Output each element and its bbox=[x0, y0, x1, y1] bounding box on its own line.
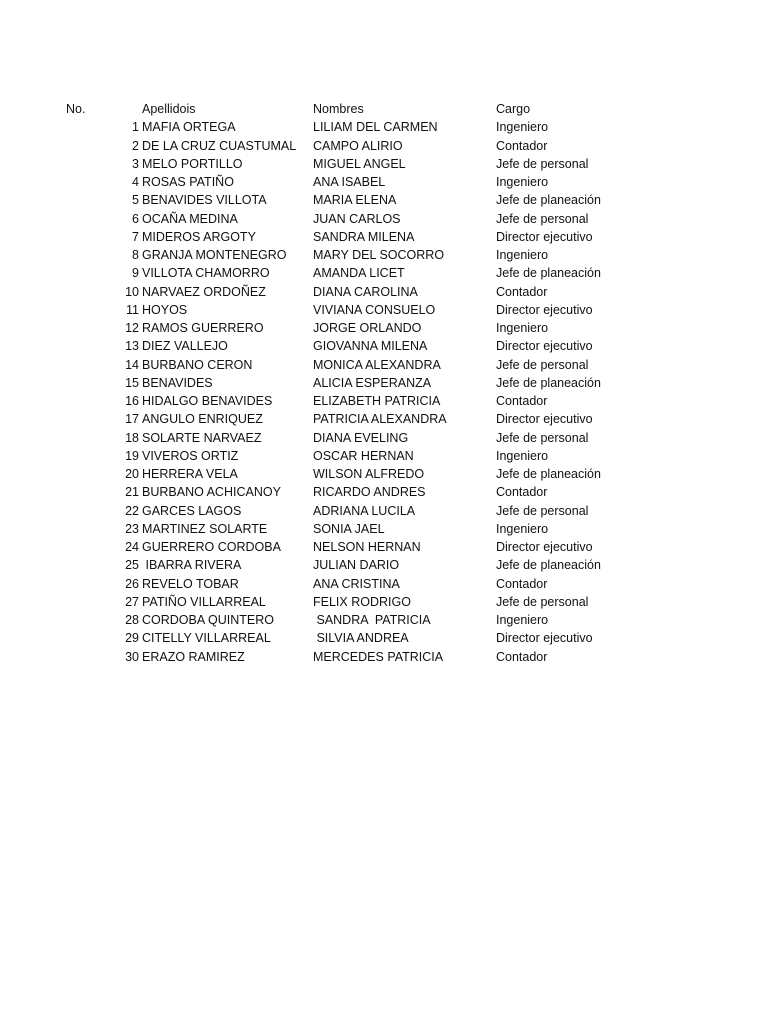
table-row bbox=[0, 520, 768, 538]
row-number: 7 bbox=[132, 229, 139, 244]
row-cargo: Director ejecutivo bbox=[496, 339, 593, 354]
row-number: 17 bbox=[125, 412, 139, 427]
row-cargo: Ingeniero bbox=[496, 248, 549, 262]
row-nombres: SANDRA PATRICIA bbox=[313, 613, 431, 627]
row-cargo: Jefe de personal bbox=[496, 357, 589, 372]
row-apellidos: BURBANO ACHICANOY bbox=[142, 485, 281, 500]
row-number: 22 bbox=[125, 503, 139, 518]
row-cargo: Contador bbox=[496, 138, 548, 153]
row-number: 14 bbox=[125, 357, 139, 372]
row-apellidos: CORDOBA QUINTERO bbox=[142, 613, 274, 627]
row-apellidos: IBARRA RIVERA bbox=[142, 558, 242, 573]
row-nombres: MARIA ELENA bbox=[313, 193, 397, 208]
row-apellidos: REVELO TOBAR bbox=[142, 576, 239, 591]
row-apellidos: DE LA CRUZ CUASTUMAL bbox=[142, 138, 297, 153]
row-number: 29 bbox=[125, 631, 139, 646]
row-number: 5 bbox=[132, 193, 139, 208]
row-nombres: SANDRA MILENA bbox=[313, 229, 415, 244]
row-number: 28 bbox=[125, 613, 139, 627]
row-apellidos: GARCES LAGOS bbox=[142, 503, 242, 518]
row-apellidos: OCAÑA MEDINA bbox=[142, 211, 238, 226]
row-number: 20 bbox=[125, 467, 139, 481]
table-row bbox=[0, 410, 768, 428]
row-apellidos: CITELLY VILLARREAL bbox=[142, 631, 271, 646]
row-number: 25 bbox=[125, 558, 139, 573]
row-nombres: GIOVANNA MILENA bbox=[313, 339, 428, 354]
row-cargo: Jefe de planeación bbox=[496, 375, 601, 390]
table-row bbox=[0, 483, 768, 501]
table-row bbox=[0, 593, 768, 611]
row-nombres: ALICIA ESPERANZA bbox=[313, 375, 432, 390]
table-row bbox=[0, 502, 768, 520]
row-apellidos: ROSAS PATIÑO bbox=[142, 175, 234, 189]
header-apellidos: Apellidois bbox=[142, 102, 196, 116]
table-header-row bbox=[0, 100, 768, 118]
row-nombres: JUAN CARLOS bbox=[313, 211, 401, 226]
table-row bbox=[0, 228, 768, 246]
table-row bbox=[0, 629, 768, 647]
row-cargo: Jefe de personal bbox=[496, 430, 589, 445]
row-cargo: Contador bbox=[496, 485, 548, 500]
row-apellidos: NARVAEZ ORDOÑEZ bbox=[142, 284, 266, 299]
table-row bbox=[0, 246, 768, 264]
table-row bbox=[0, 374, 768, 392]
row-apellidos: VIVEROS ORTIZ bbox=[142, 448, 239, 463]
row-nombres: CAMPO ALIRIO bbox=[313, 138, 403, 153]
row-number: 9 bbox=[132, 266, 139, 281]
row-apellidos: DIEZ VALLEJO bbox=[142, 339, 228, 354]
row-apellidos: BENAVIDES bbox=[142, 375, 213, 390]
row-nombres: ADRIANA LUCILA bbox=[313, 503, 416, 518]
table-row bbox=[0, 264, 768, 282]
header-cargo: Cargo bbox=[496, 102, 531, 116]
row-nombres: NELSON HERNAN bbox=[313, 540, 421, 554]
table-row bbox=[0, 392, 768, 410]
row-cargo: Ingeniero bbox=[496, 120, 549, 135]
table-row bbox=[0, 137, 768, 155]
row-apellidos: PATIÑO VILLARREAL bbox=[142, 594, 266, 609]
row-apellidos: HIDALGO BENAVIDES bbox=[142, 394, 273, 408]
row-cargo: Jefe de planeación bbox=[496, 558, 601, 573]
row-number: 8 bbox=[132, 248, 139, 262]
row-number: 23 bbox=[125, 521, 139, 536]
table-row bbox=[0, 429, 768, 447]
row-number: 15 bbox=[125, 375, 139, 390]
row-number: 1 bbox=[132, 120, 139, 135]
row-cargo: Jefe de planeación bbox=[496, 266, 601, 281]
row-cargo: Ingeniero bbox=[496, 175, 549, 189]
row-number: 2 bbox=[132, 138, 139, 153]
row-number: 12 bbox=[125, 321, 139, 335]
row-nombres: PATRICIA ALEXANDRA bbox=[313, 412, 447, 427]
table-row bbox=[0, 356, 768, 374]
table-row bbox=[0, 465, 768, 483]
table-row bbox=[0, 283, 768, 301]
row-number: 24 bbox=[125, 540, 139, 554]
row-number: 27 bbox=[125, 594, 139, 609]
row-cargo: Director ejecutivo bbox=[496, 540, 593, 554]
row-apellidos: BURBANO CERON bbox=[142, 357, 253, 372]
table-row bbox=[0, 319, 768, 337]
row-cargo: Contador bbox=[496, 394, 548, 408]
row-apellidos: VILLOTA CHAMORRO bbox=[142, 266, 270, 281]
row-cargo: Ingeniero bbox=[496, 613, 549, 627]
row-nombres: AMANDA LICET bbox=[313, 266, 405, 281]
header-nombres: Nombres bbox=[313, 102, 364, 116]
row-nombres: OSCAR HERNAN bbox=[313, 448, 414, 463]
row-cargo: Ingeniero bbox=[496, 321, 549, 335]
table-row bbox=[0, 210, 768, 228]
row-cargo: Jefe de planeación bbox=[496, 193, 601, 208]
row-nombres: MERCEDES PATRICIA bbox=[313, 649, 444, 664]
row-number: 6 bbox=[132, 211, 139, 226]
table-row bbox=[0, 648, 768, 666]
row-number: 26 bbox=[125, 576, 139, 591]
row-nombres: DIANA EVELING bbox=[313, 430, 409, 445]
row-nombres: DIANA CAROLINA bbox=[313, 284, 418, 299]
row-number: 21 bbox=[125, 485, 139, 500]
row-apellidos: RAMOS GUERRERO bbox=[142, 321, 264, 335]
table-row bbox=[0, 173, 768, 191]
row-nombres: VIVIANA CONSUELO bbox=[313, 302, 436, 317]
row-nombres: ANA ISABEL bbox=[313, 175, 386, 189]
row-number: 18 bbox=[125, 430, 139, 445]
row-apellidos: MAFIA ORTEGA bbox=[142, 120, 236, 135]
row-nombres: SILVIA ANDREA bbox=[313, 631, 409, 646]
row-nombres: MIGUEL ANGEL bbox=[313, 156, 406, 171]
row-nombres: FELIX RODRIGO bbox=[313, 594, 411, 609]
table-row bbox=[0, 556, 768, 574]
row-cargo: Director ejecutivo bbox=[496, 229, 593, 244]
row-number: 4 bbox=[132, 175, 139, 189]
row-apellidos: HOYOS bbox=[142, 302, 188, 317]
row-nombres: JORGE ORLANDO bbox=[313, 321, 422, 335]
row-nombres: RICARDO ANDRES bbox=[313, 485, 426, 500]
row-cargo: Contador bbox=[496, 284, 548, 299]
row-cargo: Jefe de personal bbox=[496, 211, 589, 226]
row-cargo: Contador bbox=[496, 576, 548, 591]
row-apellidos: GUERRERO CORDOBA bbox=[142, 540, 281, 554]
row-cargo: Jefe de personal bbox=[496, 503, 589, 518]
header-no: No. bbox=[66, 102, 86, 116]
table-row bbox=[0, 118, 768, 136]
table-row bbox=[0, 337, 768, 355]
row-cargo: Jefe de planeación bbox=[496, 467, 601, 481]
table-body bbox=[0, 118, 768, 666]
row-nombres: JULIAN DARIO bbox=[313, 558, 400, 573]
row-cargo: Ingeniero bbox=[496, 521, 549, 536]
table-row bbox=[0, 538, 768, 556]
row-number: 13 bbox=[125, 339, 139, 354]
row-nombres: ANA CRISTINA bbox=[313, 576, 400, 591]
row-cargo: Contador bbox=[496, 649, 548, 664]
table-row bbox=[0, 447, 768, 465]
row-apellidos: MIDEROS ARGOTY bbox=[142, 229, 256, 244]
table-row bbox=[0, 155, 768, 173]
row-apellidos: MELO PORTILLO bbox=[142, 156, 243, 171]
row-number: 3 bbox=[132, 156, 139, 171]
row-number: 19 bbox=[125, 448, 139, 463]
row-number: 16 bbox=[125, 394, 139, 408]
row-cargo: Director ejecutivo bbox=[496, 302, 593, 317]
row-nombres: MARY DEL SOCORRO bbox=[313, 248, 445, 262]
row-cargo: Director ejecutivo bbox=[496, 412, 593, 427]
row-apellidos: ERAZO RAMIREZ bbox=[142, 649, 245, 664]
row-nombres: ELIZABETH PATRICIA bbox=[313, 394, 441, 408]
row-nombres: SONIA JAEL bbox=[313, 521, 385, 536]
row-cargo: Director ejecutivo bbox=[496, 631, 593, 646]
row-nombres: LILIAM DEL CARMEN bbox=[313, 120, 438, 135]
row-apellidos: ANGULO ENRIQUEZ bbox=[142, 412, 263, 427]
row-apellidos: MARTINEZ SOLARTE bbox=[142, 521, 268, 536]
row-nombres: MONICA ALEXANDRA bbox=[313, 357, 441, 372]
table-row bbox=[0, 575, 768, 593]
row-cargo: Ingeniero bbox=[496, 448, 549, 463]
row-apellidos: GRANJA MONTENEGRO bbox=[142, 248, 287, 262]
row-number: 30 bbox=[125, 649, 139, 664]
row-cargo: Jefe de personal bbox=[496, 594, 589, 609]
row-number: 10 bbox=[125, 284, 139, 299]
row-apellidos: BENAVIDES VILLOTA bbox=[142, 193, 267, 208]
row-nombres: WILSON ALFREDO bbox=[313, 467, 425, 481]
table-row bbox=[0, 191, 768, 209]
row-cargo: Jefe de personal bbox=[496, 156, 589, 171]
employee-table bbox=[0, 100, 768, 666]
table-row bbox=[0, 611, 768, 629]
row-number: 11 bbox=[126, 302, 139, 317]
row-apellidos: HERRERA VELA bbox=[142, 467, 238, 481]
row-apellidos: SOLARTE NARVAEZ bbox=[142, 430, 262, 445]
table-row bbox=[0, 301, 768, 319]
